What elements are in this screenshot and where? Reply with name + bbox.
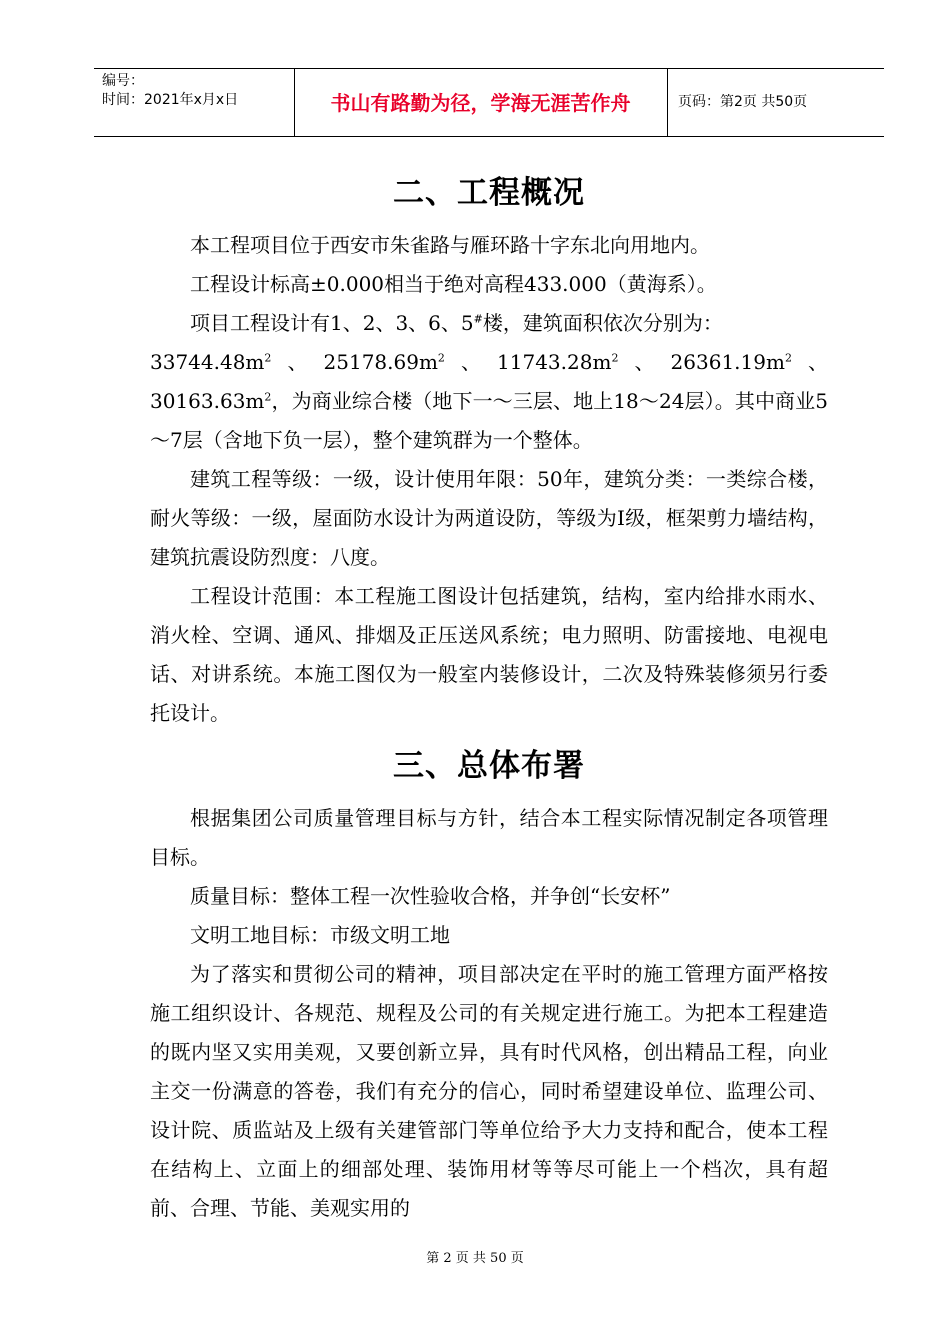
areas-text-rest: ，为商业综合楼（地下一～三层、地上18～24层）。其中商业5～7层（含地下负一层），整个建筑群为一个整体。 xyxy=(150,389,828,452)
area-3-unit: 2 xyxy=(611,351,619,365)
section-title-layout: 三、总体布署 xyxy=(393,748,585,784)
area-2-unit: 2 xyxy=(437,351,445,365)
page-footer: 第 2 页 共 50 页 xyxy=(426,1251,524,1266)
paragraph-elevation: 工程设计标高±0.000相当于绝对高程433.000（黄海系）。 xyxy=(190,272,717,296)
area-2: 25178.69m xyxy=(323,350,438,374)
buildings-text-b: 楼，建筑面积依次分别为： xyxy=(482,311,723,335)
area-1: 33744.48m xyxy=(150,350,265,374)
buildings-superscript: # xyxy=(473,312,483,326)
area-4: 26361.19m xyxy=(670,350,785,374)
paragraph-grade: 建筑工程等级：一级，设计使用年限：50年，建筑分类：一类综合楼，耐火等级：一级，屋面防水设计为两道设防，等级为I级，框架剪力墙结构，建筑抗震设防烈度：八度。 xyxy=(150,467,828,569)
paragraph-quality-goal: 质量目标：整体工程一次性验收合格，并争创“长安杯” xyxy=(190,884,671,908)
paragraph-scope: 工程设计范围：本工程施工图设计包括建筑，结构，室内给排水雨水、消火栓、空调、通风、排烟及正压送风系统；电力照明、防雷接地、电视电话、对讲系统。本施工图仅为一般室内装修设计，二次及特殊装修须另行委托设计。 xyxy=(150,584,828,725)
header-page-cell xyxy=(668,69,884,136)
document-number-label: 编号： xyxy=(102,73,144,89)
header-motto-cell xyxy=(294,69,668,136)
area-1-unit: 2 xyxy=(264,351,272,365)
document-time-label: 时间：2021年x月x日 xyxy=(102,92,239,108)
header-page-number: 页码：第2页 共50页 xyxy=(678,94,808,110)
header-motto: 书山有路勤为径，学海无涯苦作舟 xyxy=(330,91,631,115)
buildings-text-a: 项目工程设计有1、2、3、6、5 xyxy=(190,311,474,335)
area-3: 11743.28m xyxy=(497,350,612,374)
paragraph-areas: $33744.48m^2$、$25178.69m^2$、$11743.28m^2$、$26361.19m^2$、$30163.63m^2$，为商业综合楼（地下一～三层、地上18～24层）。其中商业5～7层（含地下负一层），整个建筑群为一个整体。 xyxy=(150,350,829,452)
area-5-unit: 2 xyxy=(264,390,272,404)
area-4-unit: 2 xyxy=(784,351,792,365)
paragraph-implementation: 为了落实和贯彻公司的精神，项目部决定在平时的施工管理方面严格按施工组织设计、各规范、规程及公司的有关规定进行施工。为把本工程建造的既内坚又实用美观，又要创新立异，具有时代风格，创出精品工程，向业主交一份满意的答卷，我们有充分的信心，同时希望建设单位、监理公司、设计院、质监站及上级有关建管部门等单位给予大力支持和配合，使本工程在结构上、立面上的细部处理、装饰用材等等尽可能上一个档次，具有超前、合理、节能、美观实用的 xyxy=(150,962,828,1220)
paragraph-buildings xyxy=(150,304,828,343)
section-title-overview: 二、工程概况 xyxy=(393,175,585,211)
paragraph-location: 本工程项目位于西安市朱雀路与雁环路十字东北向用地内。 xyxy=(190,233,710,257)
paragraph-goals: 根据集团公司质量管理目标与方针，结合本工程实际情况制定各项管理目标。 xyxy=(150,806,828,869)
header-meta-cell xyxy=(94,69,295,136)
document-header xyxy=(94,68,884,137)
paragraph-civil-goal: 文明工地目标：市级文明工地 xyxy=(190,923,450,947)
document-body xyxy=(150,160,828,1228)
area-5: 30163.63m xyxy=(150,389,265,413)
